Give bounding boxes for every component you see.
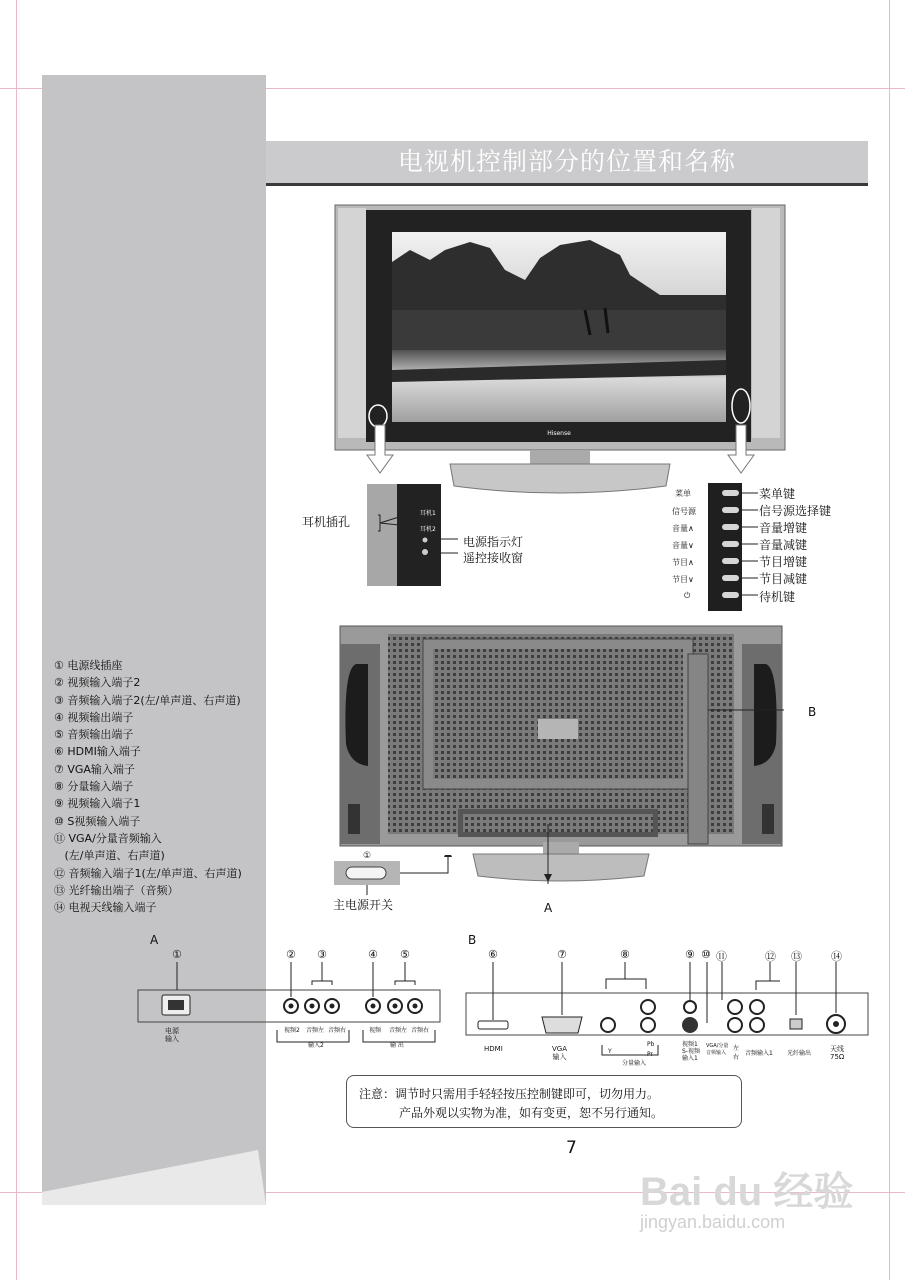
button-leader-lines (740, 485, 760, 605)
legend-item-10: ⑩ S视频输入端子 (54, 814, 141, 828)
legend-item-12: ⑫ 音频输入端子1(左/单声道、右声道) (54, 866, 242, 880)
video-out-label: 视频 (369, 1027, 382, 1034)
terminal-legend (54, 657, 242, 916)
vol-down-key-label: 音量减键 (759, 538, 808, 552)
audio2-right-label: 音频右 (328, 1027, 347, 1034)
output-group-label: 输 出 (390, 1042, 404, 1049)
notice-line-1: 注意：调节时只需用手轻轻按压控制键即可，切勿用力。 (359, 1087, 660, 1101)
audio2-left-label: 音频左 (306, 1027, 325, 1034)
legend-item-11-cont: (左/单声道、右声道) (54, 849, 165, 863)
power-input-label: 电源 输入 (165, 1027, 179, 1043)
button-label-ch-up: 节目∧ (672, 558, 694, 567)
panel-b-num-11: ⑪ (716, 950, 727, 963)
button-label-ch-down: 节目∨ (672, 575, 694, 584)
component-input-label: 分量输入 (622, 1060, 647, 1067)
menu-key-label: 菜单键 (759, 487, 796, 501)
panel-b-num-6: ⑥ (488, 948, 498, 961)
button-label-vol-down: 音量∨ (672, 541, 694, 550)
panel-a-num-2: ② (286, 948, 296, 961)
legend-item-6: ⑥ HDMI输入端子 (54, 745, 141, 759)
page-number: 7 (566, 1138, 577, 1158)
audio1-right-label: 右 (733, 1054, 740, 1061)
power-icon: ⏻ (684, 591, 691, 600)
power-indicator-label: 电源指示灯 (463, 535, 524, 549)
tv-rear-illustration (338, 624, 784, 884)
video2-label: 视频2 (284, 1027, 300, 1034)
legend-item-8: ⑧ 分量输入端子 (54, 780, 134, 794)
panel-a-num-1: ① (172, 948, 182, 961)
audio-out-left-label: 音频左 (389, 1027, 408, 1034)
main-power-switch-label: 主电源开关 (333, 898, 394, 912)
front-callout-lines (340, 505, 460, 575)
panel-a-title: A (150, 933, 159, 947)
audio-out-right-label: 音频右 (411, 1027, 430, 1034)
brand-logo: Hisense (547, 430, 571, 437)
panel-b-num-9: ⑨ (685, 948, 695, 961)
panel-b-num-12: ⑫ (765, 950, 776, 963)
legend-item-13: ⑬ 光纤输出端子（音频） (54, 883, 179, 897)
panel-b-title: B (468, 933, 477, 947)
component-pin-pr: Pr (647, 1051, 653, 1058)
optical-output-label: 光纤输出 (787, 1050, 812, 1057)
antenna-label: 天线 75Ω (830, 1045, 845, 1061)
video1-svideo-label: 视频1 S-视频 输入1 (682, 1041, 700, 1062)
ch-up-key-label: 节目增键 (759, 555, 808, 569)
vga-input-label: VGA 输入 (552, 1045, 568, 1061)
button-label-vol-up: 音量∧ (672, 524, 694, 533)
legend-item-11: ⑪ VGA/分量音频输入 (54, 831, 162, 845)
legend-item-5: ⑤ 音频输出端子 (54, 728, 134, 742)
legend-item-1: ① 电源线插座 (54, 659, 123, 672)
component-pin-pb: Pb (647, 1041, 655, 1048)
button-label-source: 信号源 (672, 507, 696, 516)
sidebar-fold-decoration (42, 1150, 266, 1205)
control-button-strip (708, 483, 742, 611)
panel-a-num-3: ③ (317, 948, 327, 961)
page-title: 电视机控制部分的位置和名称 (397, 147, 736, 176)
baidu-watermark-url: jingyan.baidu.com (640, 1212, 786, 1232)
component-pin-y: Y (608, 1048, 612, 1055)
headphone-1-label: 耳机1 (420, 510, 436, 517)
input2-group-label: 输入2 (308, 1042, 324, 1049)
panel-a-num-4: ④ (368, 948, 378, 961)
audio1-left-label: 左 (733, 1045, 740, 1052)
guide-line-right (889, 0, 890, 1280)
baidu-watermark: Bai du 经验 (640, 1170, 854, 1214)
vga-audio-input-label: VGA/分量 音频输入 (706, 1043, 729, 1056)
panel-b-num-10: ⑩ (701, 948, 711, 961)
vol-up-key-label: 音量增键 (759, 521, 808, 535)
hdmi-label: HDMI (484, 1045, 503, 1053)
standby-key-label: 待机键 (759, 590, 796, 604)
title-underline (266, 183, 868, 186)
audio-input-1-label: 音频输入1 (745, 1050, 773, 1057)
rear-label-a: A (544, 901, 553, 915)
power-switch-number: ① (363, 851, 372, 861)
panel-b-num-7: ⑦ (557, 948, 567, 961)
ch-down-key-label: 节目减键 (759, 572, 808, 586)
panel-b-num-14: ⑭ (831, 950, 842, 963)
source-key-label: 信号源选择键 (759, 504, 832, 518)
panel-b-num-8: ⑧ (620, 948, 630, 961)
legend-item-3: ③ 音频输入端子2(左/单声道、右声道) (54, 693, 241, 707)
guide-line-left (16, 0, 17, 1280)
notice-line-2: 产品外观以实物为准，如有变更，恕不另行通知。 (399, 1106, 664, 1120)
tv-front-illustration (330, 200, 790, 500)
rear-label-b: B (808, 705, 817, 719)
legend-item-2: ② 视频输入端子2 (54, 676, 141, 690)
panel-b-num-13: ⑬ (791, 950, 802, 963)
legend-item-4: ④ 视频输出端子 (54, 710, 134, 724)
headphone-jack-label: 耳机插孔 (302, 515, 351, 529)
remote-window-label: 遥控接收窗 (463, 551, 524, 565)
panel-a-num-5: ⑤ (400, 948, 410, 961)
legend-item-14: ⑭ 电视天线输入端子 (54, 901, 157, 915)
headphone-2-label: 耳机2 (420, 526, 436, 533)
button-label-menu: 菜单 (675, 489, 691, 498)
notice-box (346, 1075, 742, 1128)
legend-item-7: ⑦ VGA输入端子 (54, 762, 135, 776)
legend-item-9: ⑨ 视频输入端子1 (54, 797, 141, 811)
